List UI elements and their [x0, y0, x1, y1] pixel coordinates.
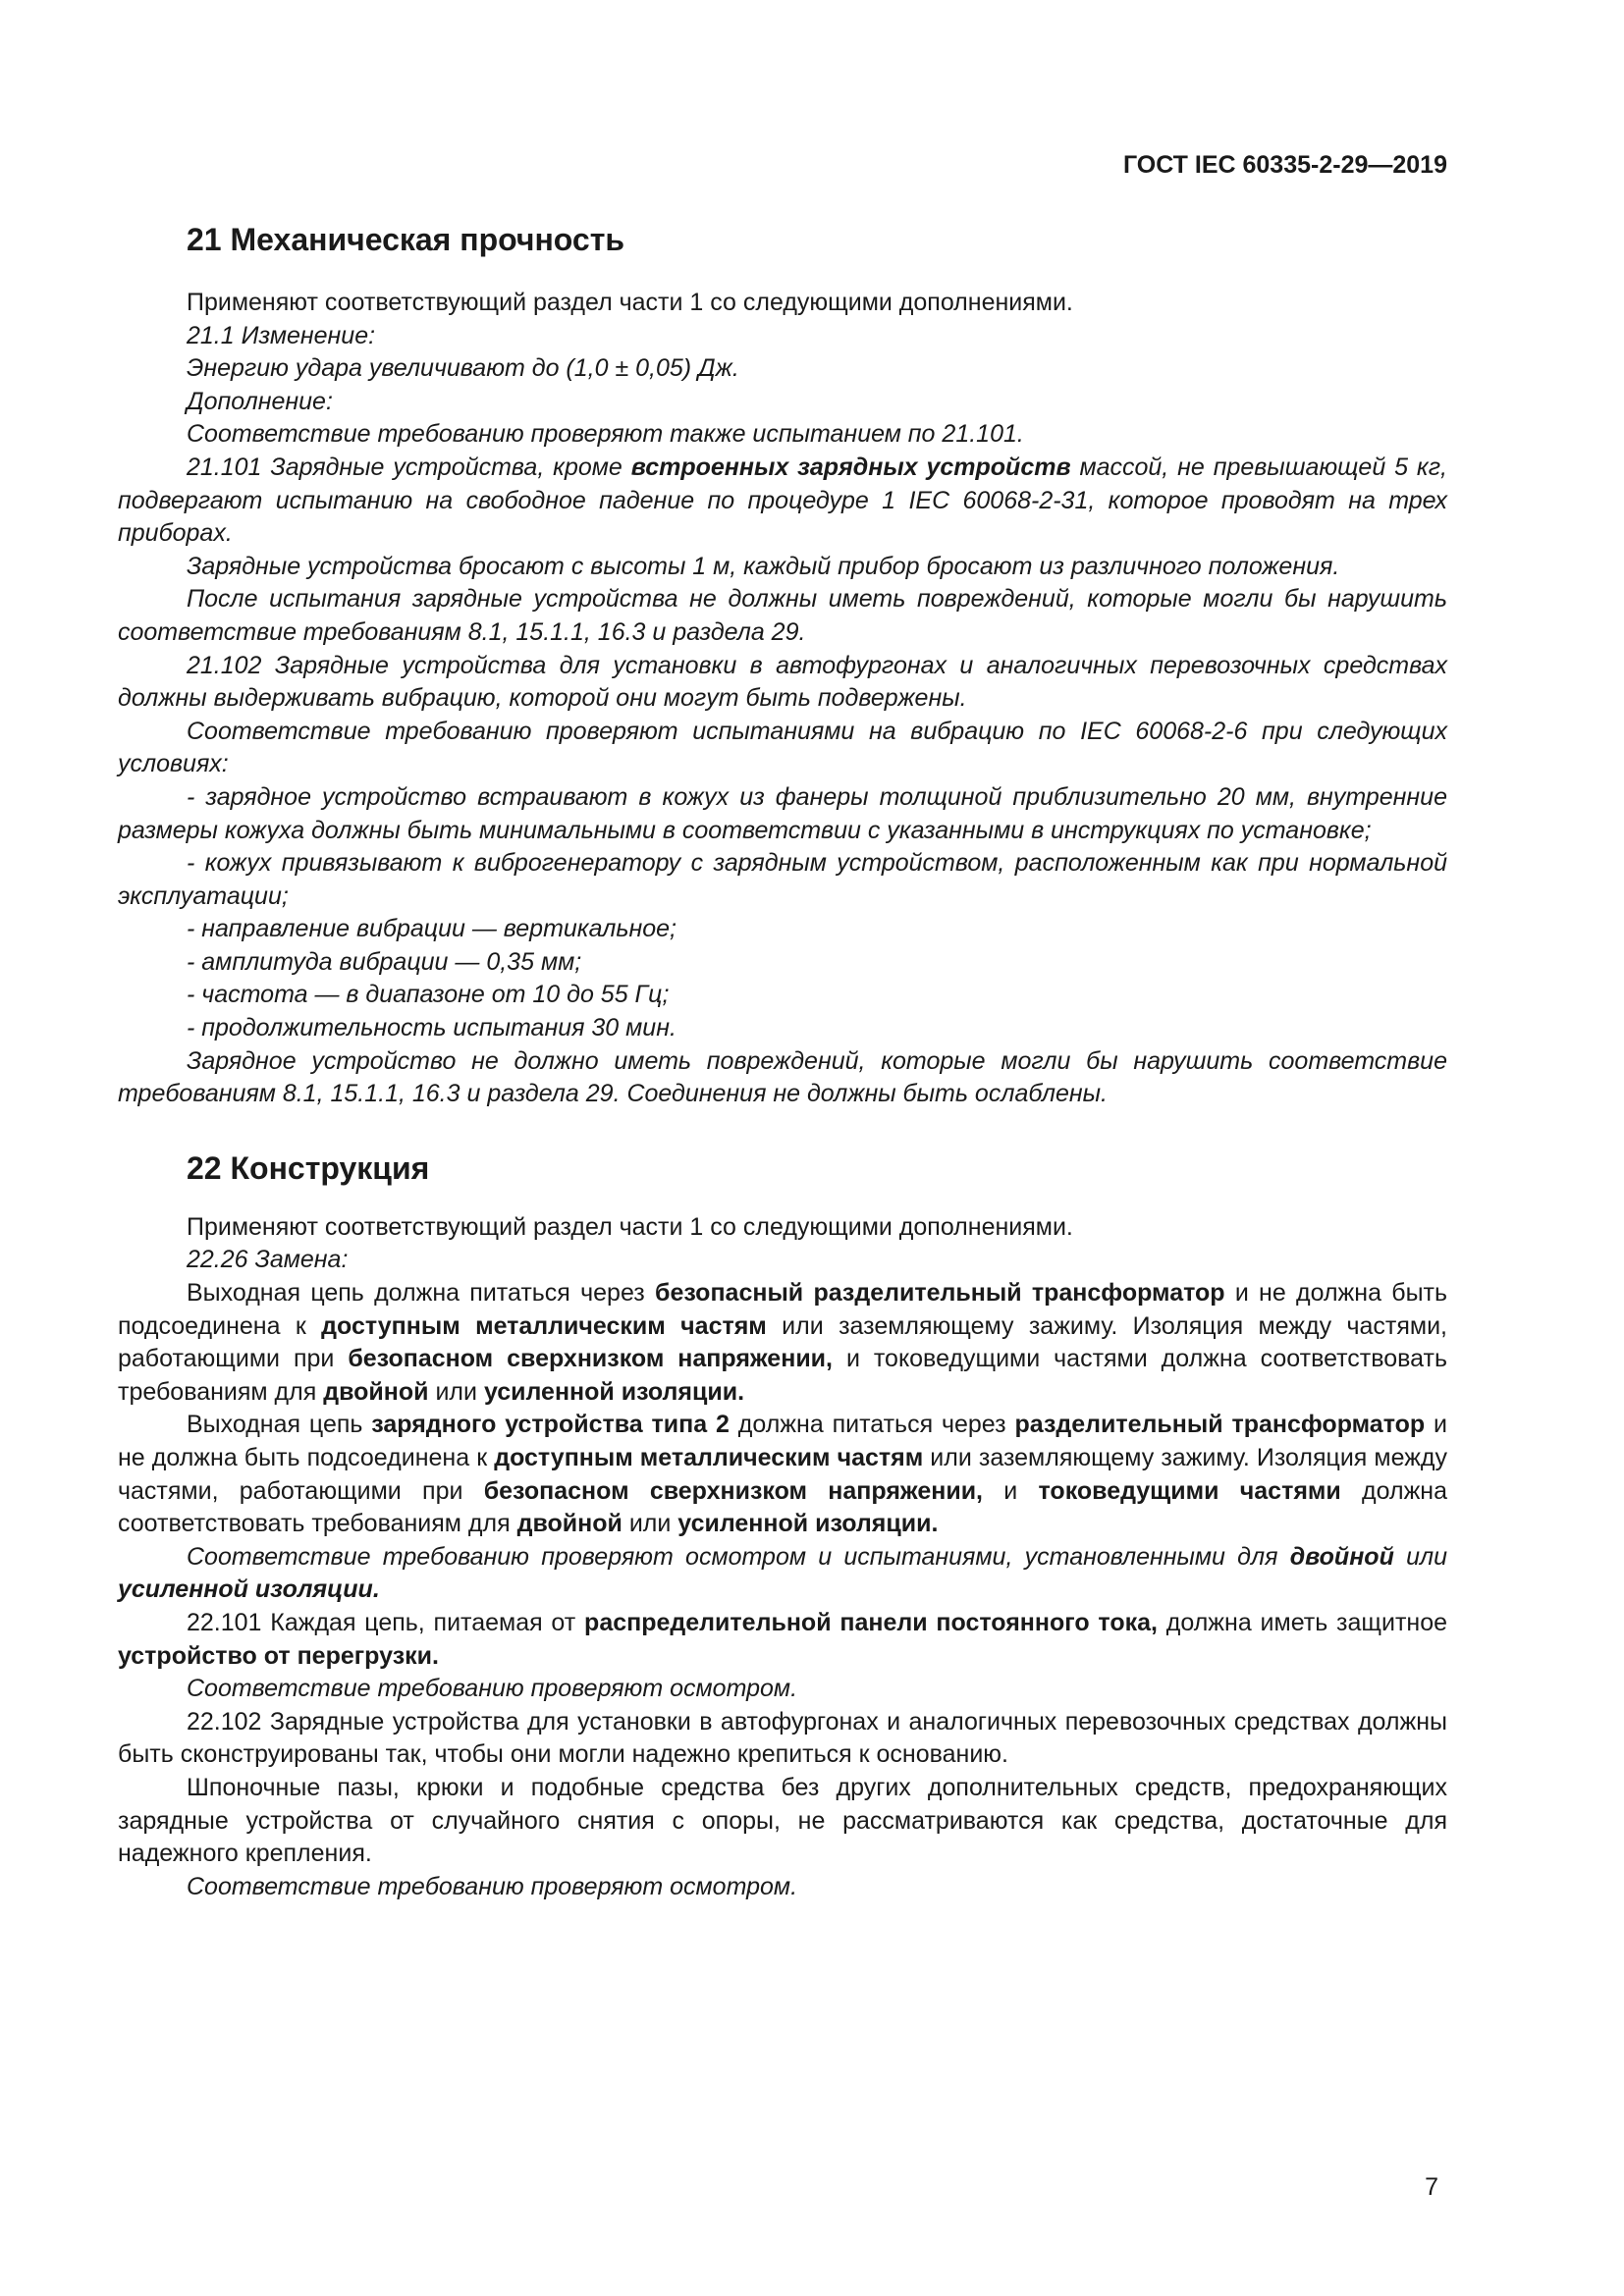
s22-p4-text: и	[983, 1476, 1039, 1505]
s22-p4-term: зарядного устройства типа 2	[371, 1411, 730, 1439]
s22-p4-term: усиленной изоляции.	[677, 1510, 939, 1538]
s22-p4-text: должна соответствовать требованиям для	[118, 1476, 1448, 1538]
s22-p4-term: токоведущими частями	[1038, 1476, 1341, 1505]
s22-p4-text: или	[622, 1510, 678, 1538]
s22-p5-term: двойной	[1289, 1542, 1394, 1571]
s22-p4-text: и не должна быть подсоединена к	[118, 1411, 1447, 1471]
s22-paragraph-10: Соответствие требованию проверяют осмотром.	[187, 1872, 798, 1900]
s22-p4-term: доступным металлическим частям	[494, 1444, 924, 1471]
s21-p6-text-a: 21.101 Зарядные устройства, кроме	[187, 453, 631, 481]
s22-p3-text: Выходная цепь должна питаться через	[187, 1279, 656, 1308]
s22-paragraph-7: Соответствие требованию проверяют осмотром.	[187, 1675, 798, 1703]
s22-p3-term: безопасном сверхнизком напряжении,	[348, 1345, 833, 1373]
s22-p3-term: двойной	[323, 1377, 429, 1406]
s22-p5-term: усиленной изоляции.	[118, 1575, 380, 1604]
s22-paragraph-9: Шпоночные пазы, крюки и подобные средства без других дополнительных средств, предохраняющих зарядные устройства от случайного снятия с опоры, не рассматриваются как средства, достаточные для надежного крепления.	[118, 1773, 1447, 1868]
s21-paragraph-4: Дополнение:	[187, 387, 333, 415]
s22-p6-text: должна иметь защитное	[1157, 1608, 1448, 1636]
s21-paragraph-2: 21.1 Изменение:	[187, 321, 376, 349]
s22-p3-term: безопасный разделительный трансформатор	[655, 1279, 1225, 1308]
s22-paragraph-5	[118, 1541, 1447, 1607]
s22-p4-text: или заземляющему зажиму. Изоляция между частями, работающими при	[118, 1444, 1448, 1505]
s21-p6-term: встроенных зарядных устройств	[630, 453, 1071, 481]
page-number: 7	[1425, 2173, 1438, 2201]
s21-list-item-6: - продолжительность испытания 30 мин.	[187, 1014, 677, 1042]
s22-p3-term: доступным металлическим частям	[321, 1311, 767, 1340]
s21-paragraph-7: Зарядные устройства бросают с высоты 1 м, каждый прибор бросают из различного положения.	[187, 552, 1340, 580]
s21-paragraph-9: 21.102 Зарядные устройства для установки в автофургонах и аналогичных перевозочных средствах должны выдерживать вибрацию, которой они могут быть подвержены.	[118, 651, 1447, 713]
s22-p3-text: или	[428, 1377, 484, 1406]
s22-p3-term: усиленной изоляции.	[483, 1377, 745, 1406]
s22-paragraph-1: Применяют соответствующий раздел части 1 со следующими дополнениями.	[187, 1212, 1073, 1241]
s21-p6-text-c: массой, не превышающей 5 кг, подвергают испытанию на свободное падение по процедуре 1 IEC 60068-2-31, которое проводят на трех приборах.	[118, 453, 1448, 548]
s22-p6-term: устройство от перегрузки.	[118, 1641, 439, 1670]
s21-list-item-2: - кожух привязывают к виброгенератору с зарядным устройством, расположенным как при нормальной эксплуатации;	[118, 849, 1447, 910]
s21-paragraph-17: Зарядное устройство не должно иметь повреждений, которые могли бы нарушить соответствие требованиям 8.1, 15.1.1, 16.3 и раздела 29. Соединения не должны быть ослаблены.	[118, 1046, 1447, 1108]
s21-paragraph-8: После испытания зарядные устройства не должны иметь повреждений, которые могли бы нарушить соответствие требованиям 8.1, 15.1.1, 16.3 и раздела 29.	[118, 585, 1447, 646]
s21-paragraph-5: Соответствие требованию проверяют также испытанием по 21.101.	[187, 420, 1024, 449]
section-21-title: 21 Механическая прочность	[187, 222, 625, 257]
s22-p5-text: Соответствие требованию проверяют осмотром и испытаниями, установленными для	[187, 1542, 1290, 1571]
s22-p4-term: двойной	[516, 1510, 623, 1538]
s21-list-item-3: - направление вибрации — вертикальное;	[187, 915, 677, 943]
s22-p3-text: и токоведущими частями должна соответствовать требованиям для	[118, 1345, 1447, 1406]
s22-paragraph-3	[118, 1277, 1447, 1409]
document-code: ГОСТ IEC 60335-2-29—2019	[1122, 151, 1447, 179]
s22-p6-term: распределительной панели постоянного тока,	[584, 1608, 1158, 1636]
s22-p4-term: безопасном сверхнизком напряжении,	[483, 1476, 984, 1505]
s21-paragraph-1: Применяют соответствующий раздел части 1 со следующими дополнениями.	[187, 289, 1073, 316]
s22-p3-text: или заземляющему зажиму. Изоляция между частями, работающими при	[118, 1311, 1448, 1373]
s22-p4-text: должна питаться через	[729, 1411, 1015, 1439]
s22-p5-text: или	[1393, 1542, 1448, 1571]
s21-paragraph-6	[118, 452, 1447, 551]
s22-paragraph-6	[118, 1607, 1447, 1673]
s21-list-item-4: - амплитуда вибрации — 0,35 мм;	[187, 947, 582, 976]
s22-paragraph-4	[118, 1409, 1447, 1540]
s21-paragraph-10: Соответствие требованию проверяют испытаниями на вибрацию по IEC 60068-2-6 при следующих условиях:	[118, 717, 1447, 778]
s22-paragraph-8: 22.102 Зарядные устройства для установки в автофургонах и аналогичных перевозочных средствах должны быть сконструированы так, чтобы они могли надежно крепиться к основанию.	[118, 1707, 1447, 1769]
s22-p4-text: Выходная цепь	[187, 1411, 372, 1439]
section-22-title: 22 Конструкция	[187, 1149, 430, 1186]
s21-list-item-5: - частота — в диапазоне от 10 до 55 Гц;	[187, 981, 670, 1009]
s21-list-item-1: - зарядное устройство встраивают в кожух из фанеры толщиной приблизительно 20 мм, внутренние размеры кожуха должны быть минимальными в соответствии с указанными в инструкциях по установке;	[118, 782, 1447, 844]
s22-p3-text: и не должна быть подсоединена к	[118, 1279, 1448, 1340]
s22-p4-term: разделительный трансформатор	[1014, 1411, 1426, 1439]
s22-paragraph-2: 22.26 Замена:	[187, 1246, 349, 1274]
s22-p6-text: 22.101 Каждая цепь, питаемая от	[187, 1608, 585, 1636]
s21-paragraph-3: Энергию удара увеличивают до (1,0 ± 0,05) Дж.	[187, 354, 739, 383]
page-content	[118, 218, 1447, 1903]
